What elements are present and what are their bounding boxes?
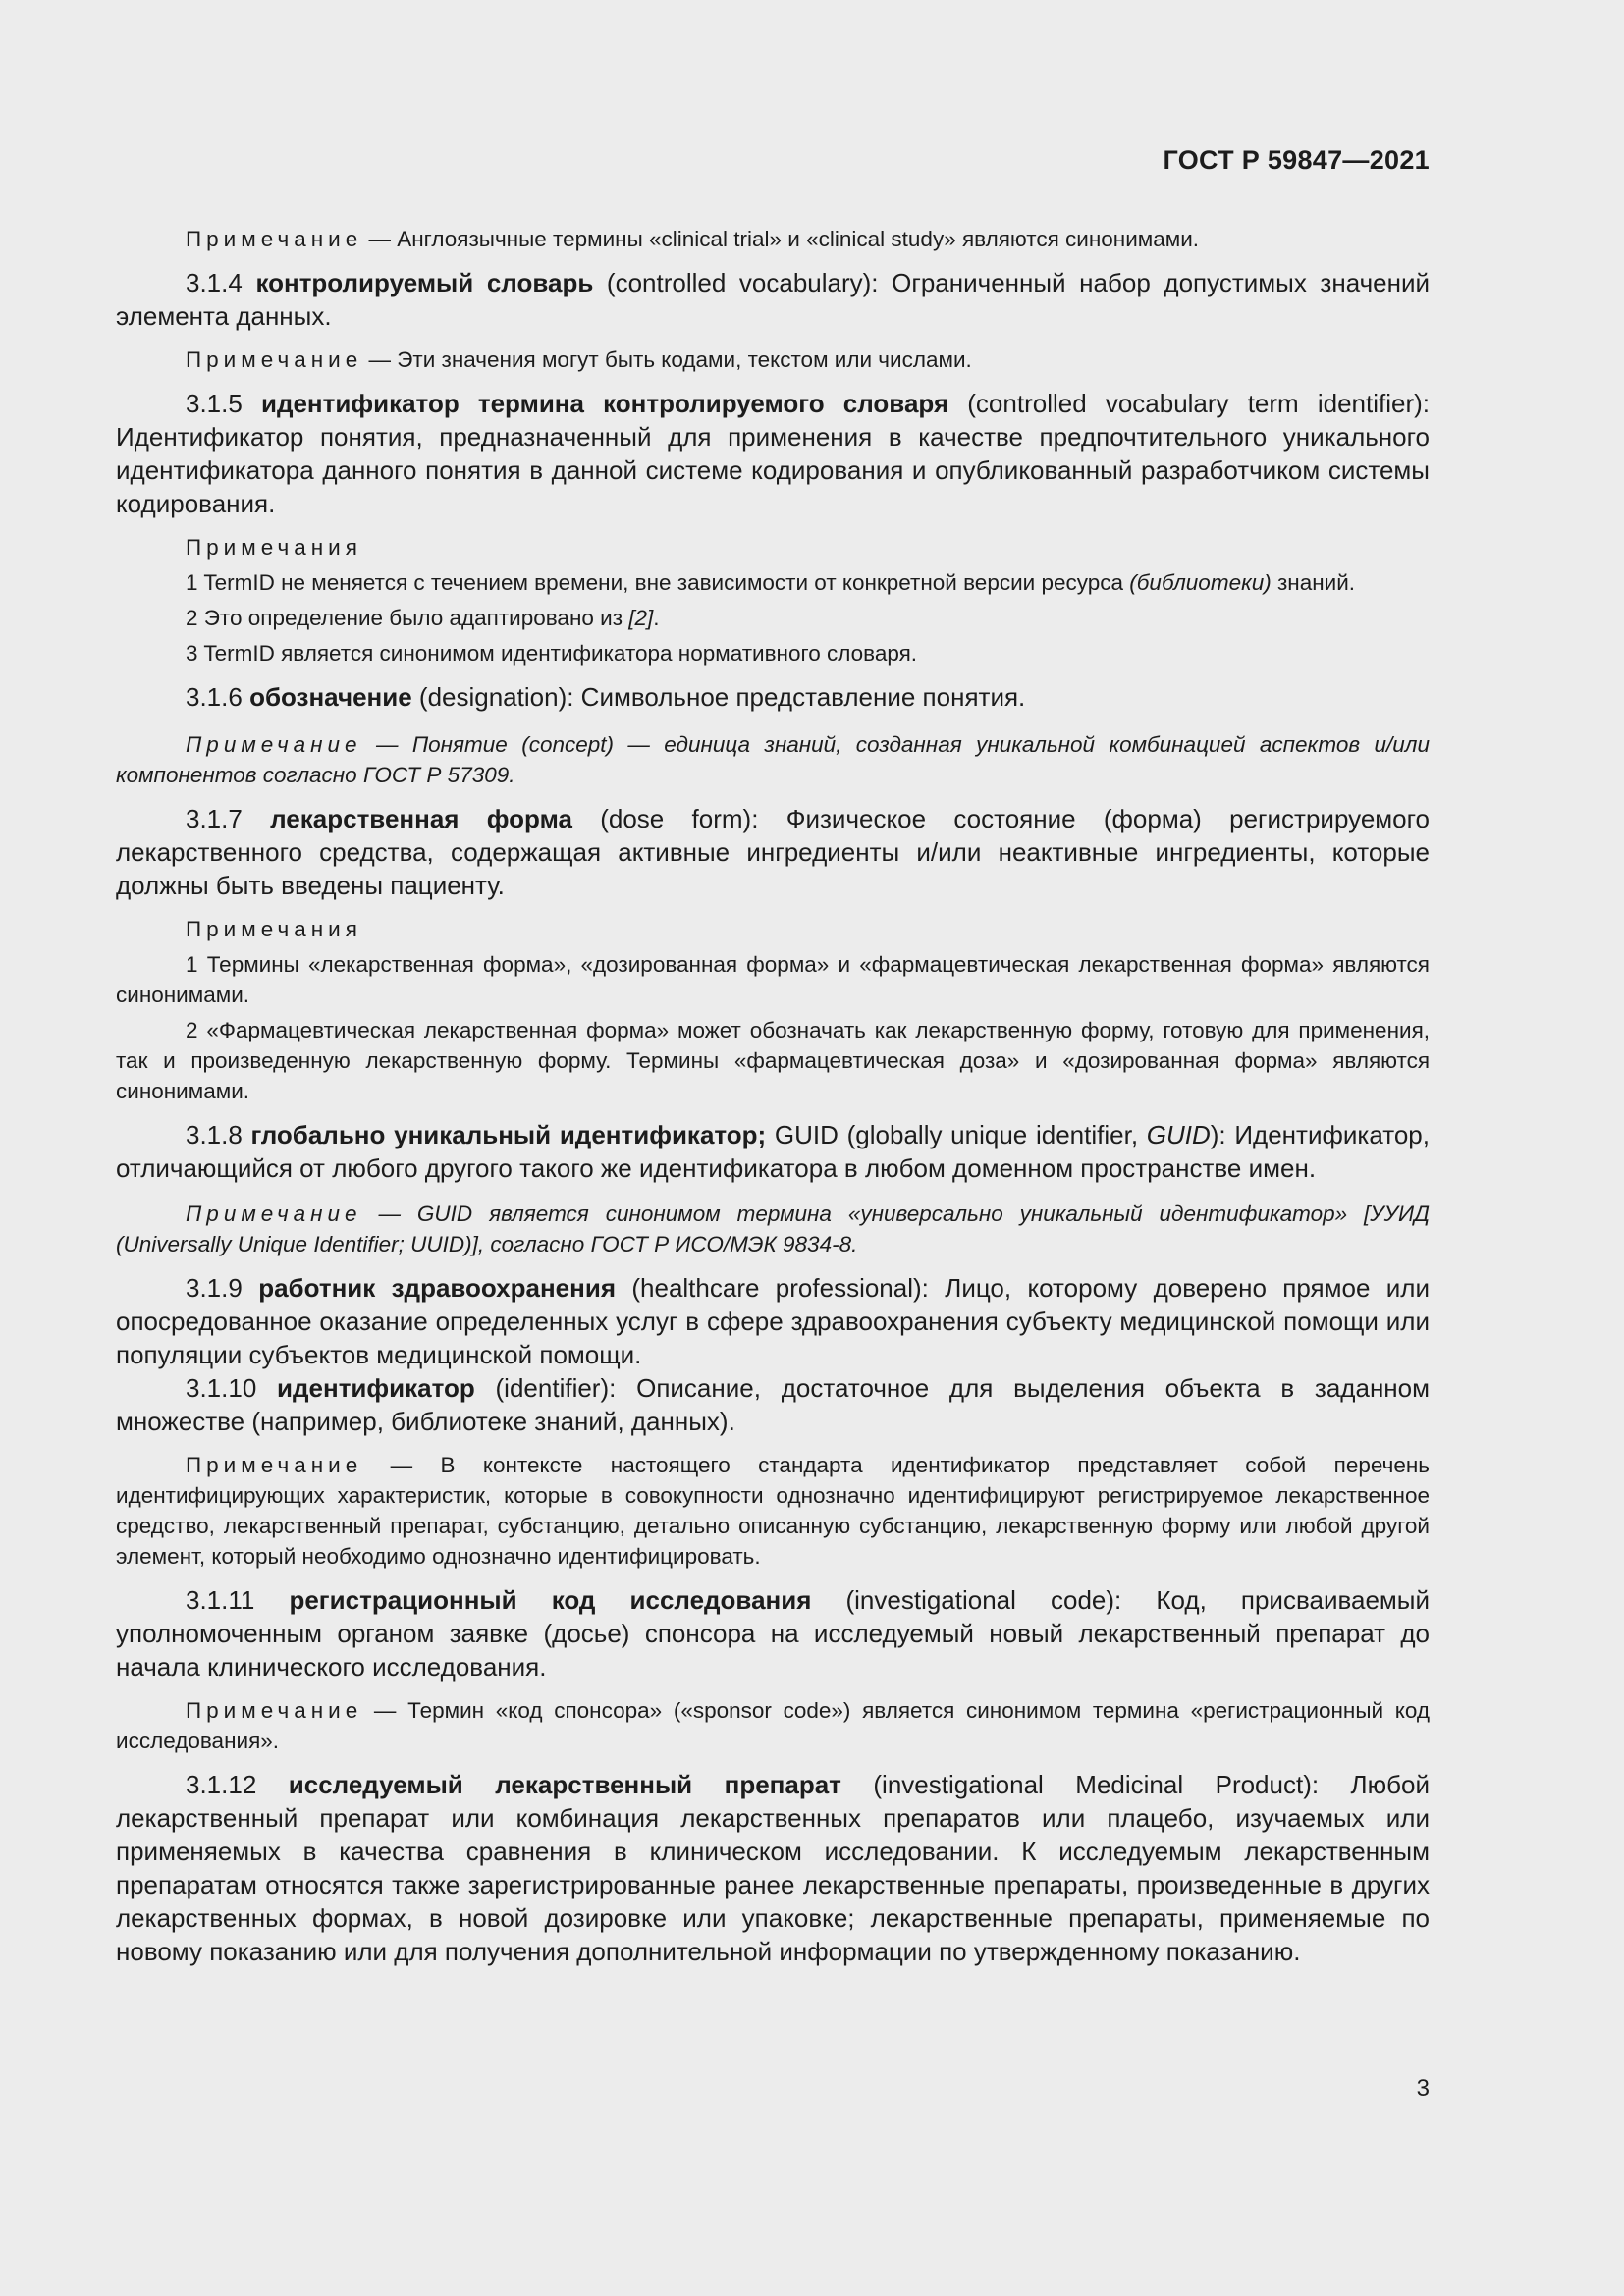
note-text: — GUID является синонимом термина «универсально уникальный идентификатор» [УУИД (Universally Unique Identifier; UUID)], согласно ГОСТ Р ИСО/МЭК 9834-8. bbox=[116, 1201, 1430, 1256]
note-item-1: 1 Термины «лекарственная форма», «дозированная форма» и «фармацевтическая лекарственная форма» являются синонимами. bbox=[116, 952, 1430, 1007]
reference: [2] bbox=[628, 606, 654, 630]
note-text-italic: (библиотеки) bbox=[1129, 570, 1272, 595]
term-name: регистрационный код исследования bbox=[289, 1585, 812, 1615]
term-3-1-6 bbox=[116, 680, 1430, 714]
term-definition: (investigational Medicinal Product): Любой лекарственный препарат или комбинация лекарственных препаратов или плацебо, изучаемых или применяемых в качества сравнения в клиническом исследовании. К исследуемым лекарственным препаратам относятся также зарегистрированные ранее лекарственные препараты, произведенные в других лекарственных формах, в новой дозировке или упаковке; лекарственные препараты, применяемые по новому показанию или для получения дополнительной информации по утвержденному показанию. bbox=[116, 1770, 1430, 1966]
note-item-2: 2 «Фармацевтическая лекарственная форма» может обозначать как лекарственную форму, готовую для применения, так и произведенную лекарственную форму. Термины «фармацевтическая доза» и «дозированная форма» являются синонимами. bbox=[116, 1018, 1430, 1103]
note-clinical-trial bbox=[116, 224, 1430, 254]
document-body bbox=[116, 224, 1430, 1968]
term-definition: (controlled vocabulary): Ограниченный набор допустимых значений элемента данных. bbox=[116, 268, 1430, 331]
note-label: Примечание bbox=[186, 1698, 363, 1723]
term-3-1-5 bbox=[116, 387, 1430, 520]
term-definition: (investigational code): Код, присваиваемый уполномоченным органом заявке (досье) спонсора на исследуемый новый лекарственный препарат до начала клинического исследования. bbox=[116, 1585, 1430, 1682]
note-text: 2 Это определение было адаптировано из bbox=[186, 606, 629, 630]
term-number: 3.1.11 bbox=[186, 1585, 290, 1615]
term-name: лекарственная форма bbox=[270, 804, 572, 833]
term-number: 3.1.8 bbox=[186, 1120, 251, 1149]
term-3-1-10 bbox=[116, 1371, 1430, 1438]
page-number: 3 bbox=[1416, 2075, 1430, 2102]
document-code: ГОСТ Р 59847—2021 bbox=[1163, 145, 1430, 175]
note-text: — Эти значения могут быть кодами, текстом или числами. bbox=[362, 347, 972, 372]
term-definition: ): Идентификатор, отличающийся от любого другого такого же идентификатора в любом доменном пространстве имен. bbox=[116, 1120, 1430, 1183]
term-3-1-4 bbox=[116, 266, 1430, 333]
term-3-1-8 bbox=[116, 1118, 1430, 1185]
term-abbreviation: GUID bbox=[1146, 1120, 1211, 1149]
term-definition: (dose form): Физическое состояние (форма) регистрируемого лекарственного средства, содержащая активные ингредиенты и/или неактивные ингредиенты, которые должны быть введены пациенту. bbox=[116, 804, 1430, 900]
term-3-1-12 bbox=[116, 1768, 1430, 1968]
note-text: — Англоязычные термины «clinical trial» и «clinical study» являются синонимами. bbox=[362, 227, 1200, 251]
note-label: Примечание bbox=[186, 347, 363, 372]
term-name: глобально уникальный идентификатор; bbox=[250, 1120, 767, 1149]
term-name: идентификатор bbox=[277, 1373, 475, 1403]
note-label: Примечание bbox=[186, 227, 363, 251]
note-text: . bbox=[653, 606, 660, 630]
term-number: 3.1.10 bbox=[186, 1373, 278, 1403]
term-number: 3.1.5 bbox=[186, 389, 261, 418]
term-name: идентификатор термина контролируемого словаря bbox=[260, 389, 949, 418]
term-3-1-7 bbox=[116, 802, 1430, 902]
term-definition: (healthcare professional): Лицо, которому доверено прямое или опосредованное оказание определенных услуг в сфере здравоохранения субъекту медицинской помощи или популяции субъектов медицинской помощи. bbox=[116, 1273, 1430, 1369]
term-name: контролируемый словарь bbox=[255, 268, 594, 297]
term-number: 3.1.9 bbox=[186, 1273, 259, 1303]
note-3-1-4 bbox=[116, 345, 1430, 375]
note-3-1-11 bbox=[116, 1695, 1430, 1756]
term-definition: (identifier): Описание, достаточное для выделения объекта в заданном множестве (например, библиотеке знаний, данных). bbox=[116, 1373, 1430, 1436]
term-name: работник здравоохранения bbox=[258, 1273, 616, 1303]
term-number: 3.1.6 bbox=[186, 682, 250, 712]
note-item-2 bbox=[116, 603, 1430, 633]
term-number: 3.1.4 bbox=[186, 268, 256, 297]
note-item-3: 3 TermID является синонимом идентификатора нормативного словаря. bbox=[186, 641, 918, 666]
notes-heading: Примечания bbox=[186, 917, 362, 941]
note-3-1-10 bbox=[116, 1450, 1430, 1572]
note-3-1-8 bbox=[116, 1199, 1430, 1259]
term-name: исследуемый лекарственный препарат bbox=[288, 1770, 841, 1799]
term-3-1-9 bbox=[116, 1271, 1430, 1371]
note-text: — В контексте настоящего стандарта идентификатор представляет собой перечень идентифицирующих характеристик, которые в совокупности однозначно идентифицируют регистрируемое лекарственное средство, лекарственный препарат, субстанцию, детально описанную субстанцию, лекарственную форму или любой другой элемент, который необходимо однозначно идентифицировать. bbox=[116, 1453, 1430, 1569]
term-name: обозначение bbox=[249, 682, 412, 712]
term-number: 3.1.12 bbox=[186, 1770, 289, 1799]
term-definition: (controlled vocabulary term identifier): Идентификатор понятия, предназначенный для применения в качестве предпочтительного уникального идентификатора данного понятия в данной системе кодирования и опубликованный разработчиком системы кодирования. bbox=[116, 389, 1430, 518]
note-text: — Понятие (concept) — единица знаний, созданная уникальной комбинацией аспектов и/или компонентов согласно ГОСТ Р 57309. bbox=[116, 732, 1430, 787]
term-3-1-11 bbox=[116, 1583, 1430, 1683]
notes-heading: Примечания bbox=[186, 535, 362, 560]
note-3-1-6 bbox=[116, 729, 1430, 790]
note-text: — Термин «код спонсора» («sponsor code») является синонимом термина «регистрационный код исследования». bbox=[116, 1698, 1430, 1753]
note-text: знаний. bbox=[1271, 570, 1356, 595]
term-definition: (designation): Символьное представление понятия. bbox=[411, 682, 1026, 712]
term-definition: GUID (globally unique identifier, bbox=[766, 1120, 1147, 1149]
note-item-1 bbox=[116, 567, 1430, 598]
note-label: Примечание bbox=[186, 1201, 362, 1226]
note-label: Примечание bbox=[186, 732, 362, 757]
note-label: Примечание bbox=[186, 1453, 363, 1477]
note-text: 1 TermID не меняется с течением времени, вне зависимости от конкретной версии ресурса bbox=[186, 570, 1130, 595]
term-number: 3.1.7 bbox=[186, 804, 271, 833]
